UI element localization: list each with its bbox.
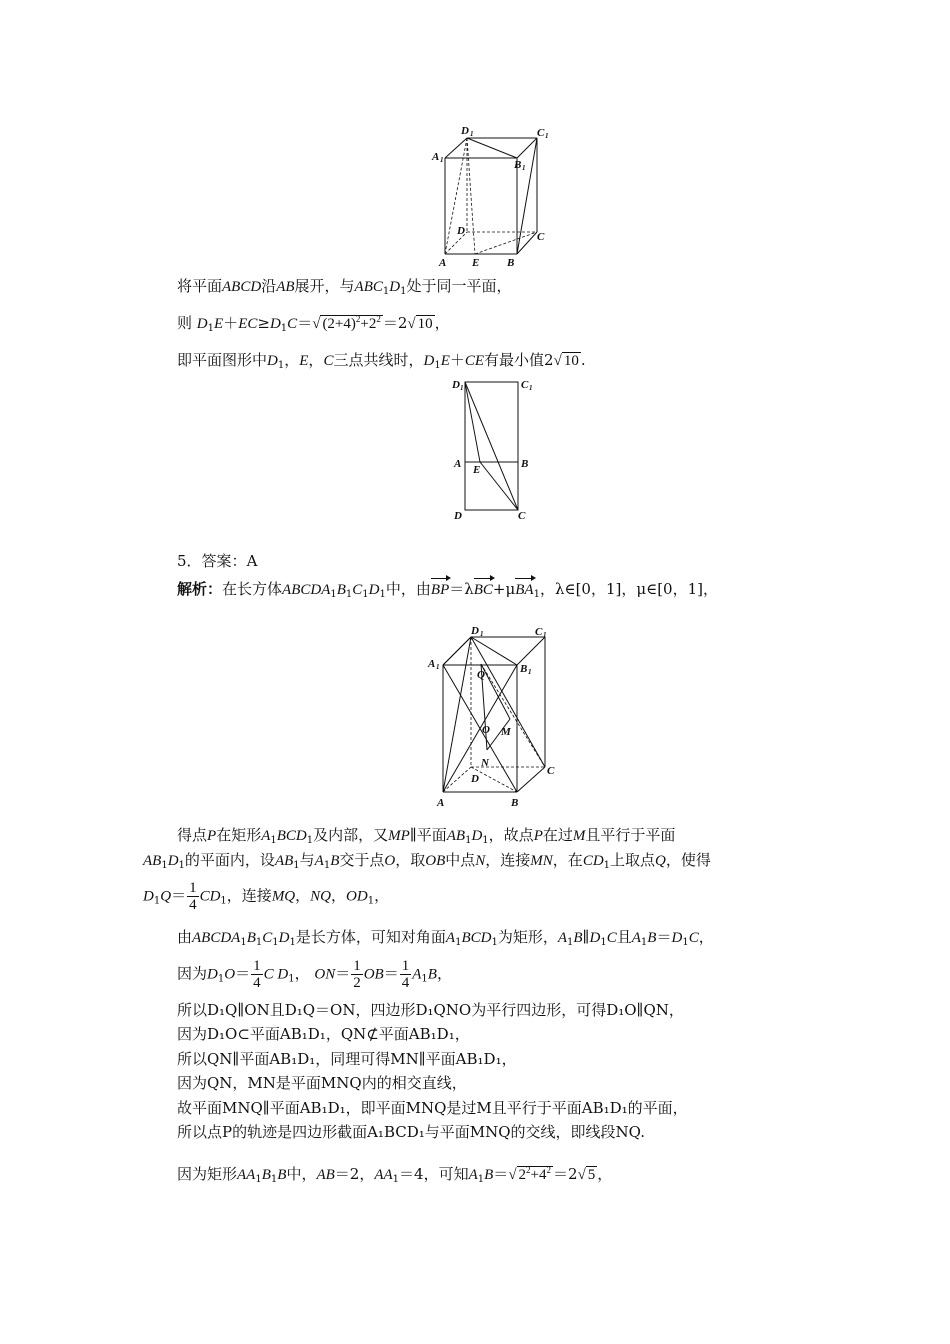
label-c1: C xyxy=(535,626,543,638)
label-d: D xyxy=(454,510,462,522)
figure-cuboid-1 xyxy=(425,120,565,270)
para-line-7: 因为D₁O⊂平面AB₁D₁，QN⊄平面AB₁D₁， xyxy=(177,1025,470,1043)
text-line-1: 将平面ABCD沿AB展开，与$ABC_1D_1$处于同一平面， xyxy=(177,277,512,297)
svg-text:1: 1 xyxy=(522,164,526,172)
svg-text:1: 1 xyxy=(529,384,533,392)
sqrt-expression-1: √ $(2+4)^2+2^2$ xyxy=(312,314,381,332)
label-a: A xyxy=(454,458,462,470)
text-line-3: 即平面图形中$D_1$，E，C三点共线时，$D_1E+CE$有最小值2√ 10 . xyxy=(177,351,586,371)
para-line-11: 所以点P的轨迹是四边形截面A₁BCD₁与平面MNQ的交线，即线段NQ. xyxy=(177,1123,645,1141)
svg-text:1: 1 xyxy=(470,130,474,138)
para-line-2: $AB_1D_1$的平面内，设$AB_1$与$A_1B$交于点O，取OB中点N，连接MN，在$CD_1$上取点Q，使得 xyxy=(143,851,711,871)
label-q: Q xyxy=(477,669,485,681)
label-o: O xyxy=(482,724,490,736)
para-line-4: 由$ABCDA_1B_1C_1D_1$是长方体，可知对角面$A_1BCD_1$为矩形，$A_1B\parallel D_1C$且$A_1B=D_1C$， xyxy=(177,928,714,948)
para-line-5: 因为$D_1O=$ $\frac{1}{4}$ C $D_1$， ON＝ $\frac{1}{2}$ OB＝ $\frac{1}{4}$ $A_1B$， xyxy=(177,958,452,991)
svg-text:1: 1 xyxy=(436,663,440,671)
label-c: C xyxy=(518,510,526,522)
answer-line: 5．答案：A xyxy=(177,552,258,570)
svg-text:1: 1 xyxy=(543,631,547,639)
label-b1: B xyxy=(520,663,528,675)
svg-text:1: 1 xyxy=(460,384,464,392)
vector-ba1: BA xyxy=(515,582,534,598)
svg-text:1: 1 xyxy=(528,668,532,676)
label-d: D xyxy=(471,773,479,785)
label-e: E xyxy=(473,464,481,476)
label-b: B xyxy=(521,458,529,470)
para-line-12: 因为矩形$AA_1B_1B$中，AB＝2，$AA_1=4$，可知$A_1B=√$ $2^2+4^2 =2√$ 5 ， xyxy=(177,1165,613,1185)
label-d1: D xyxy=(452,379,460,391)
label-d1: D xyxy=(461,125,469,137)
label-b1: B xyxy=(514,159,522,171)
svg-text:1: 1 xyxy=(545,132,549,140)
para-line-1: 得点P在矩形$A_1BCD_1$及内部，又MP∥平面$AB_1D_1$，故点P在过M且平行于平面 xyxy=(177,826,676,846)
para-line-6: 所以D₁Q∥ON且D₁Q＝ON，四边形D₁QNO为平行四边形，可得D₁O∥QN， xyxy=(177,1001,684,1019)
para-line-3: $D_1Q=$ $\frac{1}{4}$ $CD_1$，连接MQ，NQ，$OD_1$， xyxy=(143,880,390,913)
analysis-line: 解析：在长方体$ABCDA_1B_1C_1D_1$中，由BP＝λBC+μBA$_1$，λ∈[0，1]，μ∈[0，1]， xyxy=(177,580,718,600)
label-a: A xyxy=(439,257,447,269)
figure-cuboid-2 xyxy=(425,620,565,810)
label-a1: A xyxy=(428,658,436,670)
label-d: D xyxy=(457,225,465,237)
vector-bc: BC xyxy=(473,582,493,598)
label-a: A xyxy=(437,797,445,809)
sqrt-expression-2: √ $2^2+4^2$ xyxy=(508,1165,552,1183)
svg-text:1: 1 xyxy=(480,630,484,638)
svg-text:1: 1 xyxy=(440,156,444,164)
label-a1: A xyxy=(432,151,440,163)
vector-bp: BP xyxy=(430,582,450,598)
para-line-8: 所以QN∥平面AB₁D₁，同理可得MN∥平面AB₁D₁， xyxy=(177,1050,517,1068)
figure-unfolded-plane xyxy=(450,372,540,527)
label-e: E xyxy=(472,257,480,269)
text-line-2: 则 $D_1E+EC\ge D_1C=√$ $(2+4)^2+2^2 =2√$ 10 ， xyxy=(177,314,450,334)
label-b: B xyxy=(511,797,519,809)
label-c1: C xyxy=(521,379,529,391)
para-line-9: 因为QN，MN是平面MNQ内的相交直线， xyxy=(177,1074,467,1092)
label-d1: D xyxy=(471,625,479,637)
label-c1: C xyxy=(537,127,545,139)
label-c: C xyxy=(537,231,545,243)
para-line-10: 故平面MNQ∥平面AB₁D₁，即平面MNQ是过M且平行于平面AB₁D₁的平面， xyxy=(177,1099,688,1117)
label-n: N xyxy=(481,757,489,769)
label-c: C xyxy=(547,765,555,777)
label-b: B xyxy=(507,257,515,269)
label-m: M xyxy=(501,726,511,738)
